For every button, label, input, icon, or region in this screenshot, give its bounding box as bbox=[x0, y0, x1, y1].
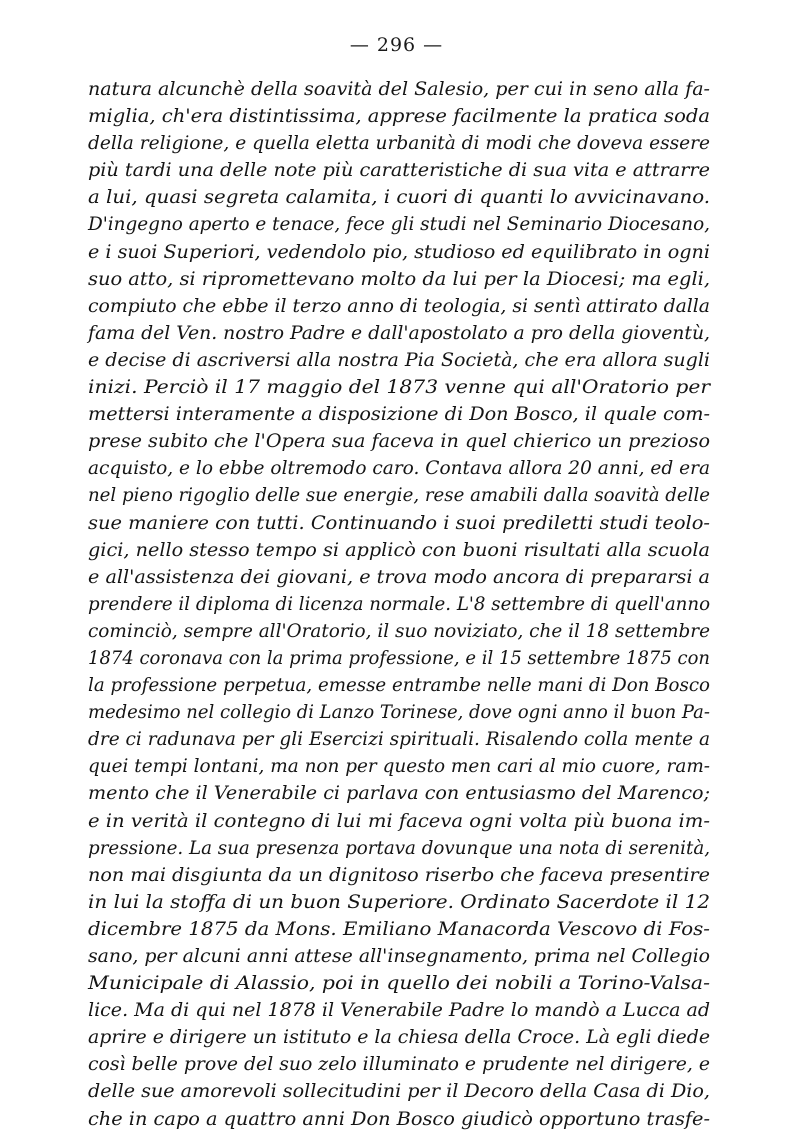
text-line: pressione. La sua presenza portava dovunque una nota di serenità, bbox=[88, 837, 711, 859]
text-line: prese subito che l'Opera sua faceva in quel chierico un prezioso bbox=[88, 431, 710, 453]
page-number: — 296 — bbox=[349, 34, 444, 56]
text-line: nel pieno rigoglio delle sue energie, rese amabili dalla soavità delle bbox=[88, 485, 710, 507]
text-line: e in verità il contegno di lui mi faceva ogni volta più buona im- bbox=[88, 810, 710, 832]
text-line: natura alcunchè della soavità del Salesio, per cui in seno alla fa- bbox=[88, 79, 711, 100]
text-line: D'ingegno aperto e tenace, fece gli studi nel Seminario Diocesano, bbox=[88, 214, 710, 236]
body-text bbox=[88, 76, 710, 1133]
text-line: dre ci radunava per gli Esercizi spirituali. Risalendo colla mente a bbox=[88, 729, 710, 751]
text-line: che in capo a quattro anni Don Bosco giudicò opportuno trasfe- bbox=[88, 1108, 710, 1130]
text-line: medesimo nel collegio di Lanzo Torinese, dove ogni anno il buon Pa- bbox=[88, 702, 710, 724]
text-line: prendere il diploma di licenza normale. L'8 settembre di quell'anno bbox=[88, 593, 711, 615]
text-line: 1874 coronava con la prima professione, e il 15 settembre 1875 con bbox=[88, 647, 711, 669]
text-line: e decise di ascriversi alla nostra Pia Società, che era allora sugli bbox=[88, 349, 710, 371]
text-line: delle sue amorevoli sollecitudini per il Decoro della Casa di Dio, bbox=[88, 1081, 710, 1103]
text-line: della religione, e quella eletta urbanità di modi che doveva essere bbox=[88, 133, 711, 155]
text-line: e all'assistenza dei giovani, e trova modo ancora di prepararsi a bbox=[88, 566, 710, 588]
text-line: così belle prove del suo zelo illuminato e prudente nel dirigere, e bbox=[88, 1054, 710, 1076]
text-line: dicembre 1875 da Mons. Emiliano Manacorda Vescovo di Fos- bbox=[88, 918, 710, 940]
text-line: Municipale di Alassio, poi in quello dei nobili a Torino-Valsa- bbox=[88, 973, 710, 995]
text-line: quei tempi lontani, ma non per questo men cari al mio cuore, ram- bbox=[88, 756, 711, 778]
text-line: a lui, quasi segreta calamita, i cuori di quanti lo avvicinavano. bbox=[88, 187, 711, 209]
text-line: suo atto, si ripromettevano molto da lui per la Diocesi; ma egli, bbox=[88, 268, 711, 290]
text-line: inizi. Perciò il 17 maggio del 1873 venne qui all'Oratorio per bbox=[88, 377, 710, 399]
text-line: e i suoi Superiori, vedendolo pio, studioso ed equilibrato in ogni bbox=[88, 241, 711, 263]
text-line: sue maniere con tutti. Continuando i suoi prediletti studi teolo- bbox=[88, 512, 710, 534]
text-line: acquisto, e lo ebbe oltremodo caro. Contava allora 20 anni, ed era bbox=[88, 458, 711, 480]
text-line: la professione perpetua, emesse entrambe nelle mani di Don Bosco bbox=[88, 675, 710, 697]
text-line: non mai disgiunta da un dignitoso riserbo che faceva presentire bbox=[88, 864, 711, 886]
text-line: miglia, ch'era distintissima, apprese facilmente la pratica soda bbox=[88, 106, 710, 128]
text-line: in lui la stoffa di un buon Superiore. Ordinato Sacerdote il 12 bbox=[88, 891, 711, 913]
text-line: fama del Ven. nostro Padre e dall'apostolato a pro della gioventù, bbox=[88, 322, 711, 344]
text-line: lice. Ma di qui nel 1878 il Venerabile Padre lo mandò a Lucca ad bbox=[88, 1000, 711, 1022]
text-line: più tardi una delle note più caratteristiche di sua vita e attrarre bbox=[88, 160, 710, 182]
text-line: sano, per alcuni anni attese all'insegnamento, prima nel Collegio bbox=[88, 946, 711, 967]
text-line: cominciò, sempre all'Oratorio, il suo noviziato, che il 18 settembre bbox=[88, 620, 710, 642]
text-line: aprire e dirigere un istituto e la chiesa della Croce. Là egli diede bbox=[88, 1027, 711, 1049]
text-line: mento che il Venerabile ci parlava con entusiasmo del Marenco; bbox=[88, 783, 711, 805]
text-line: mettersi interamente a disposizione di Don Bosco, il quale com- bbox=[88, 404, 711, 426]
text-line: compiuto che ebbe il terzo anno di teologia, si sentì attirato dalla bbox=[88, 295, 711, 317]
text-line: gici, nello stesso tempo si applicò con buoni risultati alla scuola bbox=[88, 539, 710, 561]
